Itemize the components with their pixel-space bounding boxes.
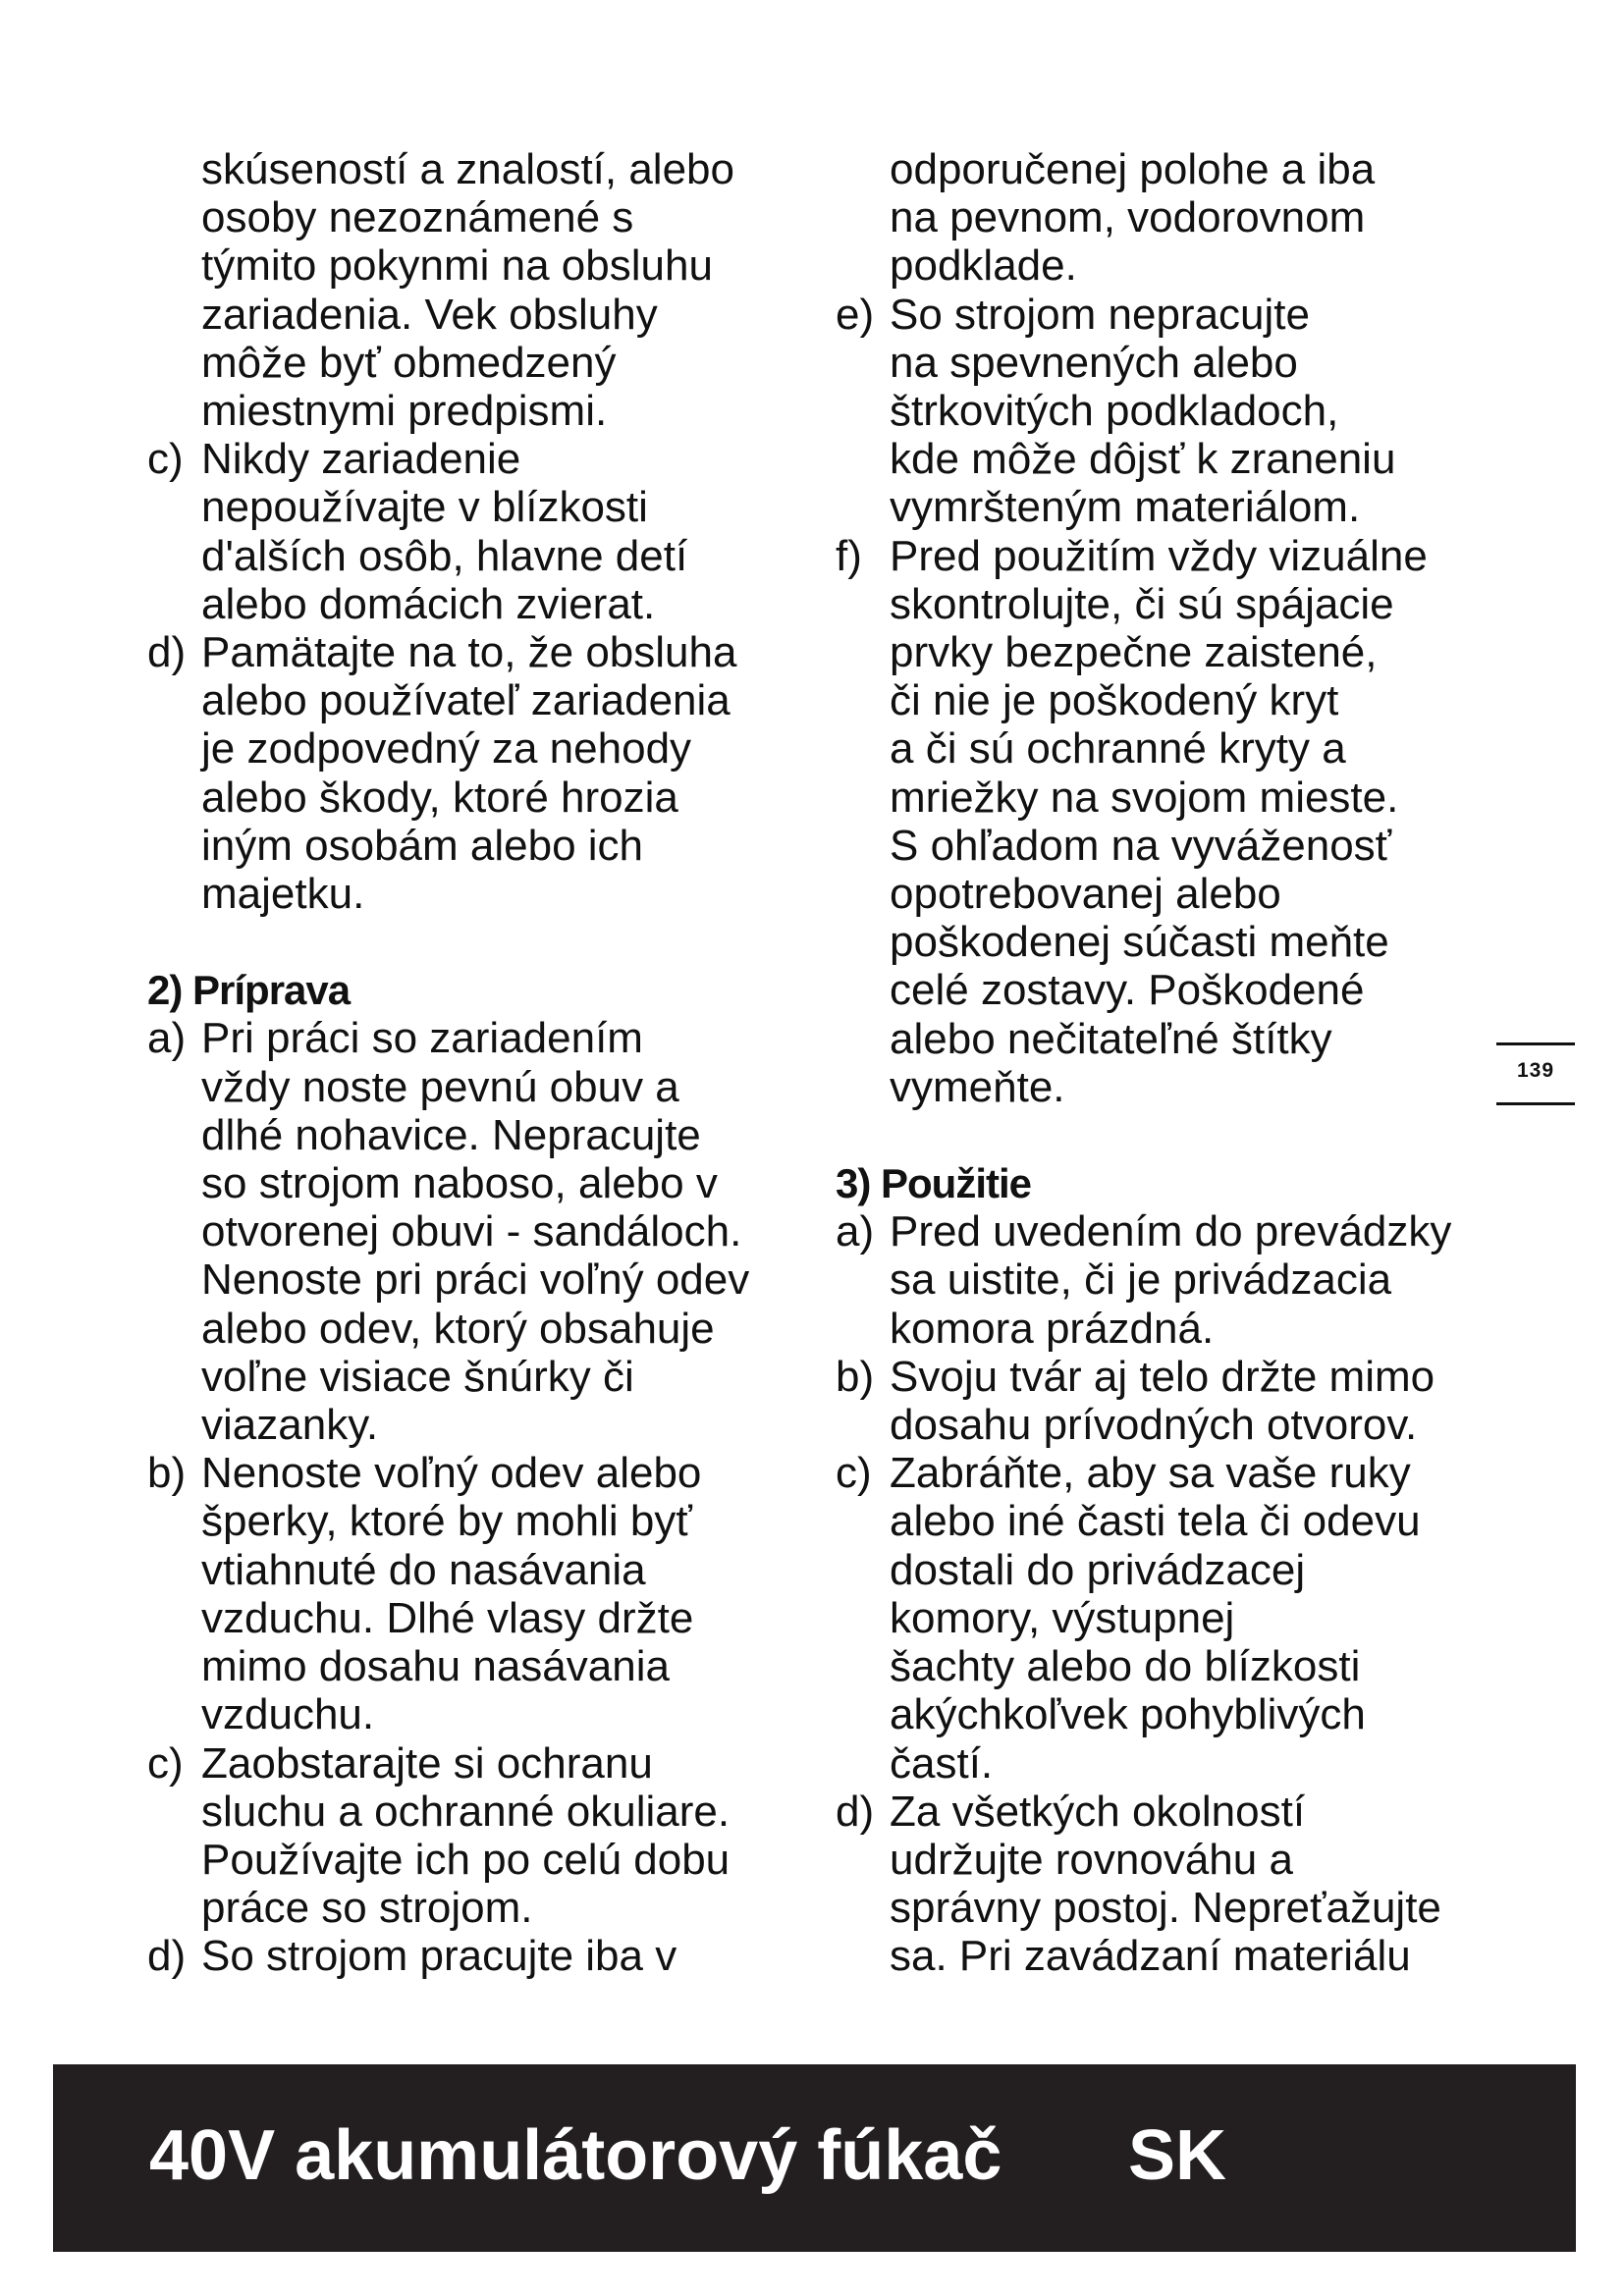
list-item-a xyxy=(147,1014,835,1449)
list-marker: c) xyxy=(836,1449,872,1498)
text-line: dostali do privádzacej xyxy=(890,1545,1306,1594)
text-line: Svoju tvár aj telo držte mimo xyxy=(890,1352,1435,1401)
text-line: sa uistite, či je privádzacia xyxy=(890,1255,1392,1305)
text-line: týmito pokynmi na obsluhu xyxy=(201,241,713,291)
text-line: otvorenej obuvi - sandáloch. xyxy=(201,1207,742,1256)
text-line: udržujte rovnováhu a xyxy=(890,1835,1293,1884)
text-line: na pevnom, vodorovnom xyxy=(890,193,1366,242)
list-item-b xyxy=(147,1449,835,1738)
text-line: poškodenej súčasti meňte xyxy=(890,918,1389,967)
product-title: 40V akumulátorový fúkač xyxy=(149,2116,1002,2195)
list-marker: c) xyxy=(147,1738,184,1788)
spacer xyxy=(836,1111,1513,1159)
text-line: alebo škody, ktoré hrozia xyxy=(201,773,678,822)
text-line: sluchu a ochranné okuliare. xyxy=(201,1787,731,1836)
text-line: odporučenej polohe a iba xyxy=(890,145,1376,193)
text-line: vtiahnuté do nasávania xyxy=(201,1545,646,1594)
text-line: šperky, ktoré by mohli byť xyxy=(201,1497,692,1546)
text-line: vzduchu. xyxy=(201,1690,375,1739)
text-line: vymeňte. xyxy=(890,1062,1065,1111)
text-line: majetku. xyxy=(201,870,365,919)
text-line: so strojom naboso, alebo v xyxy=(201,1159,718,1208)
list-marker: d) xyxy=(147,628,187,677)
text-line: častí. xyxy=(890,1738,994,1788)
list-item-c xyxy=(147,1739,835,1933)
text-line: Nikdy zariadenie xyxy=(201,435,521,484)
text-line: alebo používateľ zariadenia xyxy=(201,676,731,725)
text-line: Pri práci so zariadením xyxy=(201,1014,643,1063)
text-line: práce so strojom. xyxy=(201,1884,533,1933)
text-line: kde môže dôjsť k zraneniu xyxy=(890,435,1396,484)
text-line: iným osobám alebo ich xyxy=(201,821,644,870)
text-line: So strojom nepracujte xyxy=(890,290,1310,339)
text-line: alebo iné časti tela či odevu xyxy=(890,1497,1421,1546)
text-line: komory, výstupnej xyxy=(890,1593,1235,1642)
text-line: Zabráňte, aby sa vaše ruky xyxy=(890,1449,1411,1498)
spacer xyxy=(147,918,835,966)
text-line: S ohľadom na vyváženosť xyxy=(890,821,1392,870)
text-line: Pamätajte na to, že obsluha xyxy=(201,628,737,677)
text-line: skúseností a znalostí, alebo xyxy=(201,145,734,193)
list-item-a xyxy=(836,1207,1513,1353)
text-line: zariadenia. Vek obsluhy xyxy=(201,290,658,339)
text-line: šachty alebo do blízkosti xyxy=(890,1642,1361,1691)
text-line: prvky bezpečne zaistené, xyxy=(890,628,1378,677)
divider xyxy=(1496,1102,1575,1105)
text-line: dosahu prívodných otvorov. xyxy=(890,1401,1418,1450)
list-item-d xyxy=(836,1788,1513,1981)
text-line: celé zostavy. Poškodené xyxy=(890,966,1365,1015)
text-line: alebo odev, ktorý obsahuje xyxy=(201,1304,715,1353)
page-number-marker xyxy=(1496,1042,1575,1105)
text-line: dlhé nohavice. Nepracujte xyxy=(201,1110,701,1159)
text-line: Pred uvedením do prevádzky xyxy=(890,1207,1452,1256)
text-line: správny postoj. Nepreťažujte xyxy=(890,1884,1441,1933)
text-line: alebo nečitateľné štítky xyxy=(890,1014,1332,1063)
text-line: nepoužívajte v blízkosti xyxy=(201,483,648,532)
list-marker: d) xyxy=(147,1932,187,1981)
text-line: miestnymi predpismi. xyxy=(201,387,608,436)
list-item-d xyxy=(147,1932,835,1980)
list-item-e xyxy=(836,291,1513,532)
intro-paragraph xyxy=(836,145,1513,291)
text-line: sa. Pri zavádzaní materiálu xyxy=(890,1932,1411,1981)
list-item-c xyxy=(147,435,835,628)
text-line: vzduchu. Dlhé vlasy držte xyxy=(201,1593,694,1642)
list-item-d xyxy=(147,628,835,918)
text-line: Za všetkých okolností xyxy=(890,1787,1306,1836)
text-line: Nenoste voľný odev alebo xyxy=(201,1449,702,1498)
text-line: podklade. xyxy=(890,241,1077,291)
list-item-b xyxy=(836,1353,1513,1449)
left-column xyxy=(147,145,835,1981)
text-line: a či sú ochranné kryty a xyxy=(890,724,1346,774)
text-line: akýchkoľvek pohyblivých xyxy=(890,1690,1366,1739)
intro-paragraph xyxy=(147,145,835,435)
text-line: Zaobstarajte si ochranu xyxy=(201,1738,653,1788)
text-line: osoby nezoznámené s xyxy=(201,193,634,242)
list-item-c xyxy=(836,1449,1513,1787)
list-marker: b) xyxy=(836,1352,875,1401)
text-line: skontrolujte, či sú spájacie xyxy=(890,579,1394,628)
text-line: Pred použitím vždy vizuálne xyxy=(890,531,1428,580)
text-line: viazanky. xyxy=(201,1401,379,1450)
list-marker: a) xyxy=(147,1014,187,1063)
right-column xyxy=(836,145,1513,1981)
text-line: vymršteným materiálom. xyxy=(890,483,1361,532)
list-marker: b) xyxy=(147,1449,187,1498)
list-marker: f) xyxy=(836,531,862,580)
list-marker: d) xyxy=(836,1787,875,1836)
text-line: či nie je poškodený kryt xyxy=(890,676,1339,725)
text-line: štrkovitých podkladoch, xyxy=(890,387,1339,436)
text-line: komora prázdná. xyxy=(890,1304,1215,1353)
section-heading-priprava: 2) Príprava xyxy=(147,967,351,1014)
list-marker: c) xyxy=(147,435,184,484)
section-heading-pouzitie: 3) Použitie xyxy=(836,1160,1032,1207)
text-line: je zodpovedný za nehody xyxy=(201,724,692,774)
text-line: môže byť obmedzený xyxy=(201,338,617,387)
text-line: na spevnených alebo xyxy=(890,338,1298,387)
text-line: So strojom pracujte iba v xyxy=(201,1932,677,1981)
text-line: voľne visiace šnúrky či xyxy=(201,1352,634,1401)
divider xyxy=(1496,1042,1575,1045)
text-line: d'alších osôb, hlavne detí xyxy=(201,531,688,580)
text-line: Používajte ich po celú dobu xyxy=(201,1835,731,1884)
text-line: opotrebovanej alebo xyxy=(890,870,1281,919)
text-line: mimo dosahu nasávania xyxy=(201,1642,670,1691)
language-code: SK xyxy=(1128,2116,1227,2195)
list-marker: a) xyxy=(836,1207,875,1256)
list-marker: e) xyxy=(836,290,875,339)
page-number: 139 xyxy=(1516,1059,1555,1082)
list-item-f xyxy=(836,532,1513,1111)
text-line: vždy noste pevnú obuv a xyxy=(201,1062,679,1111)
text-line: alebo domácich zvierat. xyxy=(201,579,656,628)
text-line: mriežky na svojom mieste. xyxy=(890,773,1399,822)
footer-bar xyxy=(53,2064,1576,2252)
text-line: Nenoste pri práci voľný odev xyxy=(201,1255,750,1305)
